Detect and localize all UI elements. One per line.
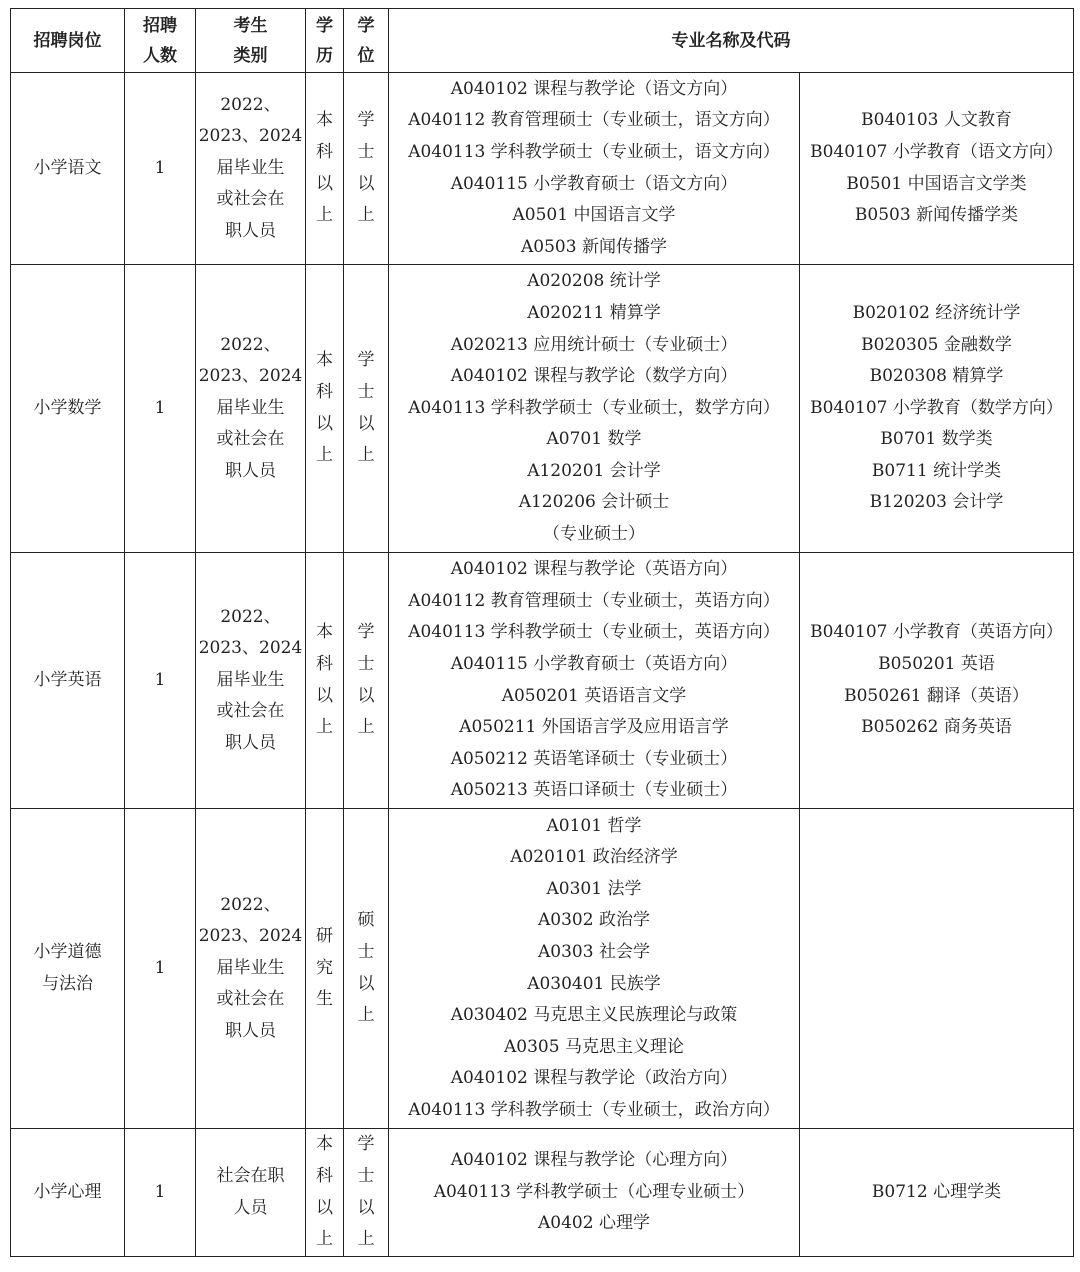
table-body <box>11 73 1074 1257</box>
majors-a-cell-line: A040115 小学教育硕士（语文方向） <box>450 173 738 194</box>
degree-cell-line: 上 <box>357 1229 375 1250</box>
header-category: 考生 类别 <box>196 9 306 73</box>
degree-cell-line: 上 <box>357 717 375 738</box>
category-cell-line: 2023、2024 <box>198 638 303 659</box>
majors-a-cell <box>389 1129 800 1257</box>
degree-cell-line: 以 <box>357 1197 375 1218</box>
degree-cell <box>344 809 389 1129</box>
majors-a-cell-line: A0303 社会学 <box>538 941 650 962</box>
majors-a-cell-line: A040102 课程与教学论（政治方向） <box>450 1068 738 1089</box>
category-cell-line: 职人员 <box>225 460 276 481</box>
majors-a-cell-line: A020208 统计学 <box>527 271 661 292</box>
degree-cell-line: 士 <box>357 941 375 962</box>
degree-cell-line: 以 <box>357 413 375 434</box>
majors-b-cell-line: B0712 心理学类 <box>871 1181 1002 1202</box>
majors-a-cell-line: A050213 英语口译硕士（专业硕士） <box>450 780 738 801</box>
table-row <box>11 553 1074 809</box>
majors-a-cell-line: A0305 马克思主义理论 <box>504 1036 684 1057</box>
degree-cell <box>344 265 389 553</box>
position-cell <box>11 553 125 809</box>
majors-a-cell-line: A040102 课程与教学论（英语方向） <box>450 559 738 580</box>
degree-cell-line: 硕 <box>357 910 375 931</box>
category-cell-line: 或社会在 <box>216 701 285 722</box>
category-cell-line: 或社会在 <box>216 189 285 210</box>
category-cell-line: 2023、2024 <box>198 926 303 947</box>
table-row <box>11 809 1074 1129</box>
category-cell-line: 届毕业生 <box>216 157 285 178</box>
majors-a-cell <box>389 553 800 809</box>
category-cell-line: 2023、2024 <box>198 366 303 387</box>
degree-cell-line: 士 <box>357 1165 375 1186</box>
degree-cell <box>344 1129 389 1257</box>
category-cell <box>196 73 306 265</box>
header-degree: 学 位 <box>344 9 389 73</box>
category-cell-line: 或社会在 <box>216 429 285 450</box>
position-cell <box>11 265 125 553</box>
degree-cell <box>344 73 389 265</box>
education-cell-line: 上 <box>316 717 333 738</box>
majors-a-cell-line: A020213 应用统计硕士（专业硕士） <box>450 334 738 355</box>
majors-a-cell-line: A050211 外国语言学及应用语言学 <box>459 717 729 738</box>
category-cell-line: 职人员 <box>225 1020 276 1041</box>
degree-cell-line: 上 <box>357 445 375 466</box>
position-cell-line: 小学数学 <box>33 397 102 418</box>
table-row <box>11 265 1074 553</box>
majors-b-cell-line: B040107 小学教育（英语方向） <box>810 622 1063 643</box>
majors-a-cell-line: A040115 小学教育硕士（英语方向） <box>450 653 738 674</box>
education-cell <box>306 553 344 809</box>
education-cell-line: 以 <box>316 1197 333 1218</box>
degree-cell-line: 上 <box>357 205 375 226</box>
majors-b-cell-line: B120203 会计学 <box>869 492 1004 513</box>
degree-cell-line: 学 <box>357 350 375 371</box>
header-row <box>11 9 1074 73</box>
majors-a-cell-line: A040112 教育管理硕士（专业硕士，英语方向） <box>408 590 780 611</box>
majors-a-cell-line: A030402 马克思主义民族理论与政策 <box>450 1005 738 1026</box>
position-cell <box>11 73 125 265</box>
recruitment-table <box>10 8 1074 1257</box>
majors-a-cell-line: A0302 政治学 <box>538 910 650 931</box>
majors-a-cell-line: A040113 学科教学硕士（专业硕士，数学方向） <box>408 397 780 418</box>
position-cell-line: 小学英语 <box>33 669 102 690</box>
majors-a-cell-line: A040113 学科教学硕士（专业硕士，语文方向） <box>408 141 780 162</box>
position-cell-line: 小学语文 <box>33 157 102 178</box>
majors-a-cell-line: （专业硕士） <box>543 524 645 545</box>
majors-b-cell-line: B020305 金融数学 <box>861 334 1012 355</box>
education-cell-line: 以 <box>316 685 333 706</box>
majors-a-cell-line: A040113 学科教学硕士（心理专业硕士） <box>433 1181 755 1202</box>
education-cell-line: 上 <box>316 445 333 466</box>
position-cell <box>11 809 125 1129</box>
education-cell-line: 以 <box>316 413 333 434</box>
category-cell <box>196 553 306 809</box>
majors-b-cell-line: B050261 翻译（英语） <box>844 685 1029 706</box>
majors-b-cell-line: B040107 小学教育（语文方向） <box>810 141 1063 162</box>
education-cell-line: 以 <box>316 173 333 194</box>
majors-b-cell-line: B0503 新闻传播学类 <box>854 205 1019 226</box>
degree-cell-line: 士 <box>357 653 375 674</box>
majors-b-cell-line: B050262 商务英语 <box>861 717 1012 738</box>
degree-cell-line: 学 <box>357 110 375 131</box>
education-cell-line: 本 <box>316 1134 333 1155</box>
majors-a-cell-line: A050201 英语语言文学 <box>501 685 687 706</box>
category-cell <box>196 1129 306 1257</box>
education-cell-line: 本 <box>316 622 333 643</box>
majors-a-cell-line: A020101 政治经济学 <box>510 847 678 868</box>
category-cell <box>196 265 306 553</box>
majors-a-cell-line: A040113 学科教学硕士（专业硕士，英语方向） <box>408 622 780 643</box>
category-cell-line: 人员 <box>233 1197 268 1218</box>
education-cell-line: 上 <box>316 205 333 226</box>
education-cell <box>306 73 344 265</box>
table-row <box>11 1129 1074 1257</box>
majors-a-cell-line: A050212 英语笔译硕士（专业硕士） <box>450 748 738 769</box>
header-count: 招聘 人数 <box>125 9 196 73</box>
education-cell-line: 研 <box>316 926 333 947</box>
majors-a-cell-line: A030401 民族学 <box>527 973 661 994</box>
education-cell-line: 究 <box>316 957 333 978</box>
education-cell-line: 本 <box>316 350 333 371</box>
majors-a-cell-line: A040102 课程与教学论（心理方向） <box>450 1150 738 1171</box>
majors-a-cell-line: A0503 新闻传播学 <box>521 236 667 257</box>
majors-a-cell <box>389 265 800 553</box>
degree-cell-line: 学 <box>357 622 375 643</box>
majors-a-cell-line: A040113 学科教学硕士（专业硕士，政治方向） <box>408 1099 780 1120</box>
degree-cell-line: 以 <box>357 973 375 994</box>
category-cell-line: 2022、 <box>220 334 281 355</box>
count-cell: 1 <box>125 265 196 553</box>
category-cell-line: 职人员 <box>225 220 276 241</box>
category-cell-line: 届毕业生 <box>216 397 285 418</box>
majors-b-cell-line: B040107 小学教育（数学方向） <box>810 397 1063 418</box>
education-cell-line: 科 <box>316 141 333 162</box>
majors-a-cell-line: A0301 法学 <box>546 878 642 899</box>
majors-b-cell-line: B0711 统计学类 <box>871 460 1002 481</box>
position-cell-line: 小学心理 <box>33 1181 102 1202</box>
education-cell <box>306 265 344 553</box>
category-cell-line: 或社会在 <box>216 989 285 1010</box>
majors-b-cell-line: B020308 精算学 <box>869 366 1004 387</box>
majors-b-cell <box>800 553 1074 809</box>
position-cell-line: 小学道德 <box>33 941 102 962</box>
category-cell-line: 2022、 <box>220 606 281 627</box>
category-cell-line: 职人员 <box>225 732 276 753</box>
degree-cell-line: 士 <box>357 141 375 162</box>
majors-a-cell-line: A020211 精算学 <box>527 302 661 323</box>
majors-a-cell-line: A040102 课程与教学论（语文方向） <box>450 78 738 99</box>
majors-a-cell <box>389 809 800 1129</box>
table-row <box>11 73 1074 265</box>
majors-b-cell-line: B040103 人文教育 <box>861 110 1012 131</box>
majors-a-cell-line: A0501 中国语言文学 <box>512 205 676 226</box>
category-cell-line: 届毕业生 <box>216 957 285 978</box>
majors-a-cell-line: A0701 数学 <box>546 429 642 450</box>
degree-cell-line: 士 <box>357 381 375 402</box>
majors-a-cell-line: A0402 心理学 <box>538 1213 650 1234</box>
category-cell-line: 2022、 <box>220 94 281 115</box>
degree-cell <box>344 553 389 809</box>
position-cell <box>11 1129 125 1257</box>
count-cell: 1 <box>125 73 196 265</box>
degree-cell-line: 以 <box>357 173 375 194</box>
count-cell: 1 <box>125 809 196 1129</box>
category-cell-line: 2022、 <box>220 894 281 915</box>
header-majors: 专业名称及代码 <box>389 9 1074 73</box>
count-cell: 1 <box>125 1129 196 1257</box>
majors-b-cell-line: B020102 经济统计学 <box>852 302 1021 323</box>
majors-a-cell-line: A0101 哲学 <box>546 815 642 836</box>
count-cell: 1 <box>125 553 196 809</box>
education-cell-line: 科 <box>316 1165 333 1186</box>
degree-cell-line: 学 <box>357 1134 375 1155</box>
education-cell-line: 本 <box>316 110 333 131</box>
category-cell-line: 届毕业生 <box>216 669 285 690</box>
majors-a-cell-line: A040102 课程与教学论（数学方向） <box>450 366 738 387</box>
majors-b-cell <box>800 73 1074 265</box>
category-cell <box>196 809 306 1129</box>
education-cell <box>306 1129 344 1257</box>
degree-cell-line: 上 <box>357 1005 375 1026</box>
education-cell-line: 科 <box>316 381 333 402</box>
majors-b-cell-line: B0701 数学类 <box>880 429 993 450</box>
position-cell-line: 与法治 <box>42 973 93 994</box>
header-position: 招聘岗位 <box>11 9 125 73</box>
majors-a-cell-line: A120201 会计学 <box>527 460 661 481</box>
education-cell-line: 生 <box>316 989 333 1010</box>
majors-b-cell-line: B050201 英语 <box>878 653 995 674</box>
majors-a-cell-line: A120206 会计硕士 <box>518 492 670 513</box>
majors-a-cell <box>389 73 800 265</box>
majors-b-cell <box>800 809 1074 1129</box>
header-education: 学 历 <box>306 9 344 73</box>
education-cell <box>306 809 344 1129</box>
education-cell-line: 科 <box>316 653 333 674</box>
majors-b-cell <box>800 1129 1074 1257</box>
majors-b-cell-line: B0501 中国语言文学类 <box>846 173 1027 194</box>
degree-cell-line: 以 <box>357 685 375 706</box>
education-cell-line: 上 <box>316 1229 333 1250</box>
majors-a-cell-line: A040112 教育管理硕士（专业硕士，语文方向） <box>408 110 780 131</box>
majors-b-cell <box>800 265 1074 553</box>
category-cell-line: 2023、2024 <box>198 126 303 147</box>
category-cell-line: 社会在职 <box>216 1165 285 1186</box>
